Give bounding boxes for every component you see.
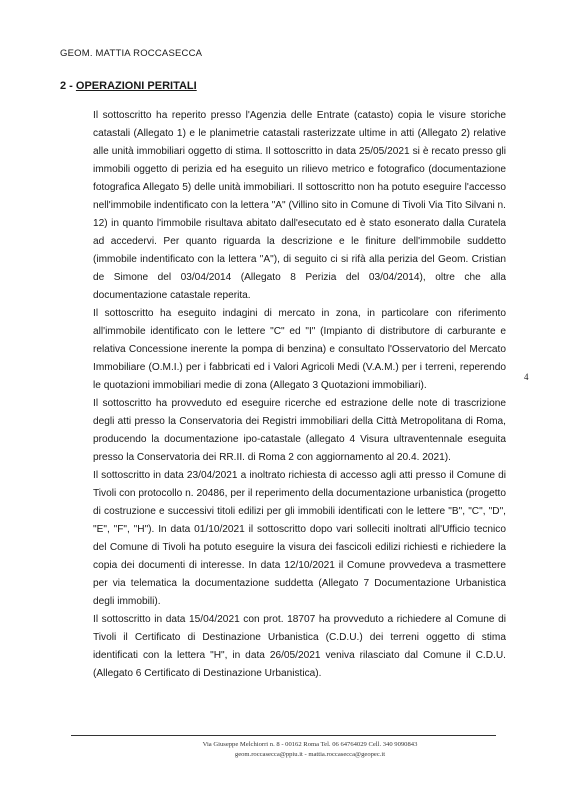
paragraph-4: Il sottoscritto in data 23/04/2021 a inoltrato richiesta di accesso agli atti presso il Comune di Tivoli con protocollo n. 20486, per il reperimento della documentazione urbanistica (progetto di costruzione e successivi titoli edilizi per gli immobili identificati con le lettere "B", "C", "D", "E", "F", "H"). In data 01/10/2021 il sottoscritto dopo vari solleciti inoltrati all'Ufficio tecnico del Comune di Tivoli ha potuto eseguire la visura dei fascicoli edilizi richiesti e richiedere la copia dei documenti di interesse. In data 12/10/2021 il Comune provvedeva a trasmettere per via telematica la documentazione suddetta (Allegato 7 Documentazione Urbanistica degli immobili). (93, 470, 506, 607)
header-author-name: GEOM. MATTIA ROCCASECCA (60, 48, 203, 59)
paragraph-3: Il sottoscritto ha provveduto ed eseguire ricerche ed estrazione delle note di trascrizione degli atti presso la Conservatoria dei Registri immobiliari della Città Metropolitana di Roma, producendo la documentazione ipo-catastale (allegato 4 Visura ultraventennale eseguita presso la Conservatoria dei RR.II. di Roma 2 con aggiornamento al 20.4. 2021). (93, 398, 506, 463)
section-heading (60, 80, 197, 92)
footer-emails: geom.roccasecca@ppiu.it - mattia.roccasecca@geopec.it (234, 751, 386, 758)
section-number: 2 - (60, 80, 76, 92)
paragraph-2: Il sottoscritto ha eseguito indagini di mercato in zona, in particolare con riferimento all'immobile identificato con le lettere "C" ed "I" (Impianto di distributore di carburante e relativa Concessione inerente la pompa di benzina) e consultato l'Osservatorio del Mercato Immobiliare (O.M.I.) per i fabbricati ed i Valori Agricoli Medi (V.A.M.) per i terreni, reperendo le quotazioni immobiliari medie di zona (Allegato 3 Quotazioni immobiliari). (93, 308, 506, 391)
footer (160, 740, 460, 760)
footer-address: Via Giuseppe Melchiorri n. 8 - 00162 Roma Tel. 06 64764029 Cell. 340 9090843 (202, 741, 418, 748)
paragraph-5: Il sottoscritto in data 15/04/2021 con prot. 18707 ha provveduto a richiedere al Comune di Tivoli il Certificato di Destinazione Urbanistica (C.D.U.) dei terreni oggetto di stima identificati con la lettera "H", in data 26/05/2021 veniva rilasciato dal Comune il C.D.U. (Allegato 6 Certificato di Destinazione Urbanistica). (93, 614, 506, 679)
section-title: OPERAZIONI PERITALI (75, 80, 197, 92)
page-number: 4 (524, 372, 529, 382)
footer-divider (71, 735, 496, 736)
body-text (93, 107, 506, 683)
document-header (60, 48, 202, 59)
paragraph-1: Il sottoscritto ha reperito presso l'Agenzia delle Entrate (catasto) copia le visure storiche catastali (Allegato 1) e le planimetrie catastali rasterizzate ultime in atti (Allegato 2) relative alle unità immobiliari oggetto di stima. Il sottoscritto in data 25/05/2021 si è recato presso gli immobili oggetto di perizia ed ha eseguito un rilievo metrico e fotografico (documentazione fotografica Allegato 5) delle unità immobiliari. Il sottoscritto non ha potuto eseguire l'accesso nell'immobile indentificato con la lettera "A" (Villino sito in Comune di Tivoli Via Tito Silvani n. 12) in quanto l'immobile risultava abitato dall'esecutato ed è stato esonerato dalla Curatela ad accedervi. Per quanto riguarda la descrizione e le finiture dell'immobile suddetto (immobile indentificato con la lettera "A"), di seguito ci si rifà alla perizia del Geom. Cristian de Simone del 03/04/2014 (Allegato 8 Perizia del 03/04/2014), oltre che alla documentazione catastale reperita. (93, 110, 506, 301)
